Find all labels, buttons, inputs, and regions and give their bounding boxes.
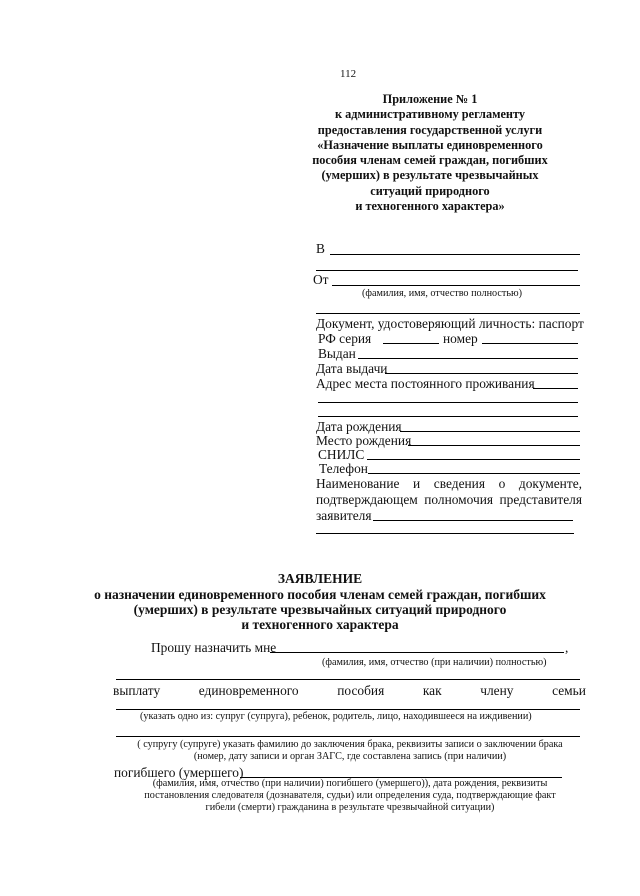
from-label: От: [313, 272, 329, 287]
payment-word: пособия: [337, 683, 385, 698]
representative-last-label: заявителя: [316, 508, 372, 523]
request-hint: (фамилия, имя, отчество (при наличии) полностью): [322, 657, 547, 668]
appendix-line: «Назначение выплаты единовременного: [317, 137, 543, 152]
relation-field-line-2[interactable]: [116, 736, 580, 737]
payment-word: семьи: [552, 683, 586, 698]
fio-hint: (фамилия, имя, отчество полностью): [362, 288, 522, 299]
subtitle-line: и техногенного характера: [241, 617, 399, 632]
spouse-hint-line: (номер, дату записи и орган ЗАГС, где составлена запись (при наличии): [193, 751, 507, 762]
statement-title: ЗАЯВЛЕНИЕ: [277, 571, 363, 586]
spouse-hint: [110, 739, 590, 763]
address-label: Адрес места постоянного проживания: [316, 376, 535, 391]
issue-date-field-line[interactable]: [385, 373, 578, 374]
request-field-line[interactable]: [270, 652, 564, 653]
snils-field-line[interactable]: [367, 459, 580, 460]
spouse-hint-line: ( супругу (супруге) указать фамилию до заключения брака, реквизиты записи о заключении брака: [137, 739, 563, 750]
representative-field-line-2[interactable]: [316, 533, 574, 534]
representative-text: Наименование и сведения о документе, подтверждающем полномочия представителя: [316, 476, 582, 507]
appendix-line: к административному регламенту: [334, 107, 526, 122]
from-field-line-2[interactable]: [316, 313, 580, 314]
address-field-line-3[interactable]: [318, 416, 578, 417]
statement-subtitle: [0, 587, 640, 632]
number-label: номер: [443, 331, 478, 346]
appendix-line: предоставления государственной услуги: [317, 122, 543, 137]
appendix-block: [290, 92, 570, 214]
payment-word: как: [422, 683, 442, 698]
relation-field-line[interactable]: [116, 709, 580, 710]
request-comma: ,: [565, 640, 569, 655]
series-label: РФ серия: [318, 331, 372, 346]
payment-row: [113, 683, 586, 698]
deceased-hint-line: гибели (смерти) гражданина в результате чрезвычайной ситуации): [205, 802, 495, 813]
appendix-line: ситуаций природного: [370, 183, 490, 198]
issued-field-line[interactable]: [358, 358, 578, 359]
subtitle-line: о назначении единовременного пособия членам семей граждан, погибших: [94, 587, 546, 602]
deceased-hint-line: постановления следователя (дознавателя, судьи) или определения суда, подтверждающие факт: [144, 790, 556, 801]
to-field-line-2[interactable]: [316, 270, 578, 271]
phone-label: Телефон: [319, 461, 368, 476]
appendix-line: пособия членам семей граждан, погибших: [312, 153, 548, 168]
appendix-line: (умерших) в результате чрезвычайных: [321, 168, 539, 183]
representative-field-line[interactable]: [373, 520, 573, 521]
snils-label: СНИЛС: [318, 447, 365, 462]
relation-hint: (указать одно из: супруг (супруга), ребенок, родитель, лицо, находившееся на иждивении): [140, 711, 532, 722]
birth-date-label: Дата рождения: [316, 419, 402, 434]
page-number: 112: [340, 68, 357, 80]
birth-date-field-line[interactable]: [400, 431, 580, 432]
payment-word: единовременного: [198, 683, 299, 698]
deceased-label: погибшего (умершего): [114, 765, 244, 780]
phone-field-line[interactable]: [368, 473, 580, 474]
issued-label: Выдан: [318, 346, 356, 361]
birth-place-label: Место рождения: [316, 433, 412, 448]
issue-date-label: Дата выдачи: [316, 361, 388, 376]
address-field-line[interactable]: [533, 388, 578, 389]
series-field-line[interactable]: [383, 343, 439, 344]
appendix-line: и техногенного характера»: [355, 199, 505, 214]
appendix-line: Приложение № 1: [382, 92, 478, 106]
from-field-line[interactable]: [332, 285, 580, 286]
address-field-line-2[interactable]: [318, 402, 578, 403]
payment-word: члену: [480, 683, 514, 698]
number-field-line[interactable]: [482, 343, 578, 344]
deceased-hint-line: (фамилия, имя, отчество (при наличии) погибшего (умершего)), дата рождения, реквизиты: [152, 778, 548, 789]
request-label: Прошу назначить мне: [151, 640, 277, 655]
request-field-line-2[interactable]: [116, 679, 580, 680]
to-field-line[interactable]: [330, 254, 580, 255]
to-label: В: [316, 241, 325, 256]
subtitle-line: (умерших) в результате чрезвычайных ситуаций природного: [133, 602, 507, 617]
payment-word: выплату: [113, 683, 161, 698]
birth-place-field-line[interactable]: [408, 445, 580, 446]
doc-label: Документ, удостоверяющий личность: паспорт: [316, 316, 584, 331]
deceased-hint: [110, 778, 590, 814]
